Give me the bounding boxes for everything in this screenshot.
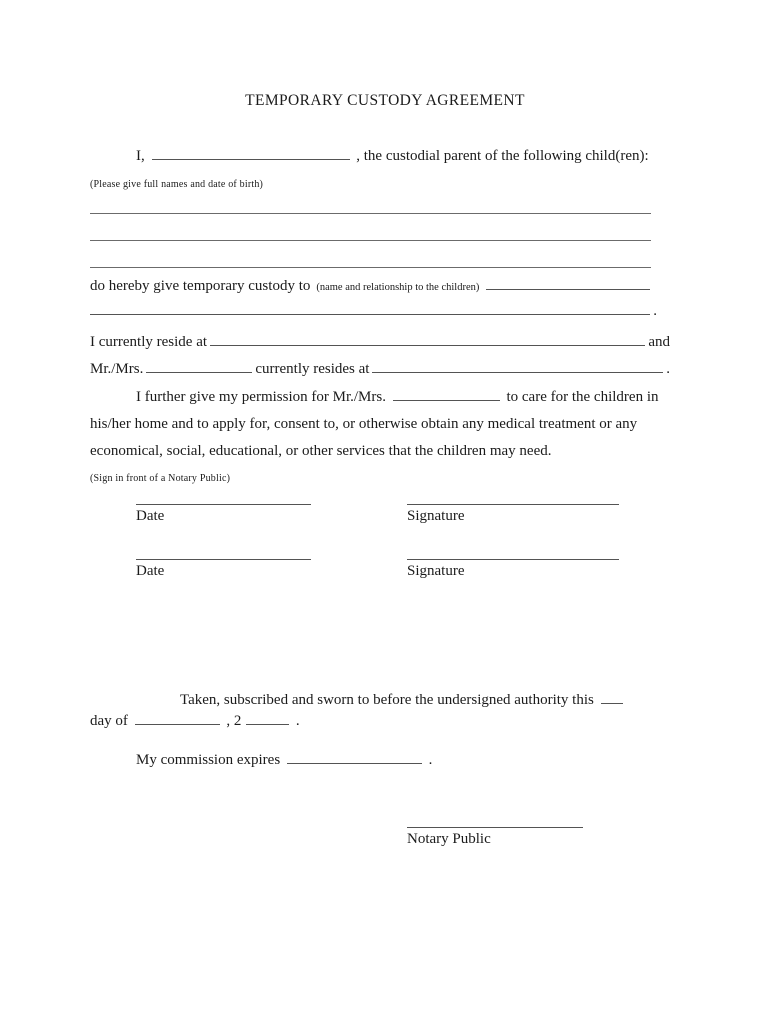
custodian-reside-period: . — [666, 361, 670, 377]
reside-suffix-text: and — [648, 334, 670, 350]
sworn-line — [90, 691, 760, 710]
document-title: TEMPORARY CUSTODY AGREEMENT — [245, 92, 525, 109]
permission-line-1 — [90, 388, 716, 407]
day-number-blank[interactable] — [601, 703, 623, 704]
reside-pre-text: I currently reside at — [90, 334, 208, 350]
date-signing-line-2[interactable] — [136, 559, 311, 560]
custody-line — [90, 277, 653, 297]
resides-mid-text: currently resides at — [255, 361, 370, 377]
custody-period: . — [653, 303, 657, 319]
date-label-2: Date — [136, 563, 165, 579]
commission-date-blank[interactable] — [287, 763, 422, 764]
signature-label-2: Signature — [407, 563, 465, 579]
intro-post-text: , the custodial parent of the following child(ren): — [356, 148, 649, 164]
notary-signing-line[interactable] — [407, 827, 583, 828]
custody-lead-text: do hereby give temporary custody to — [90, 278, 311, 294]
notary-sign-note: (Sign in front of a Notary Public) — [90, 473, 231, 484]
day-end-period: . — [295, 713, 300, 729]
custodian-name-blank[interactable] — [486, 289, 650, 290]
day-mid-text: , 2 — [226, 713, 242, 729]
commission-period: . — [428, 752, 433, 768]
custodian-name-short-blank[interactable] — [146, 372, 252, 373]
custodian-name-blank-2[interactable] — [90, 314, 650, 315]
children-names-line-1[interactable] — [90, 213, 651, 214]
date-signing-line-1[interactable] — [136, 504, 311, 505]
children-names-note: (Please give full names and date of birth) — [90, 179, 264, 190]
permission-line-2: his/her home and to apply for, consent to, or otherwise obtain any medical treatment or any — [90, 416, 638, 432]
intro-line — [90, 147, 716, 166]
date-label-1: Date — [136, 508, 165, 524]
children-names-line-3[interactable] — [90, 267, 651, 268]
intro-pre-text: I, — [136, 148, 145, 164]
commission-line — [90, 751, 716, 770]
mr-mrs-text: Mr./Mrs. — [90, 361, 144, 377]
month-blank[interactable] — [135, 724, 220, 725]
sworn-text: Taken, subscribed and sworn to before the undersigned authority this — [180, 692, 594, 708]
day-of-text: day of — [90, 713, 128, 729]
permission-line-3: economical, social, educational, or other services that the children may need. — [90, 443, 552, 459]
custodial-parent-name-blank[interactable] — [152, 159, 350, 160]
signature-signing-line-1[interactable] — [407, 504, 619, 505]
custodian-line-continued — [90, 302, 657, 321]
custody-inline-note: (name and relationship to the children) — [316, 282, 480, 293]
reside-line — [90, 333, 670, 352]
commission-text: My commission expires — [136, 752, 281, 768]
signature-signing-line-2[interactable] — [407, 559, 619, 560]
custodial-parent-address-blank[interactable] — [210, 345, 645, 346]
year-blank[interactable] — [246, 724, 289, 725]
permission-pre-text: I further give my permission for Mr./Mrs. — [136, 389, 386, 405]
signature-label-1: Signature — [407, 508, 465, 524]
notary-public-label: Notary Public — [407, 831, 491, 847]
day-of-line — [90, 712, 670, 731]
custodian-reside-line — [90, 360, 670, 379]
permission-post-text: to care for the children in — [506, 389, 659, 405]
permission-name-blank[interactable] — [393, 400, 500, 401]
custodian-address-blank[interactable] — [372, 372, 663, 373]
children-names-line-2[interactable] — [90, 240, 651, 241]
